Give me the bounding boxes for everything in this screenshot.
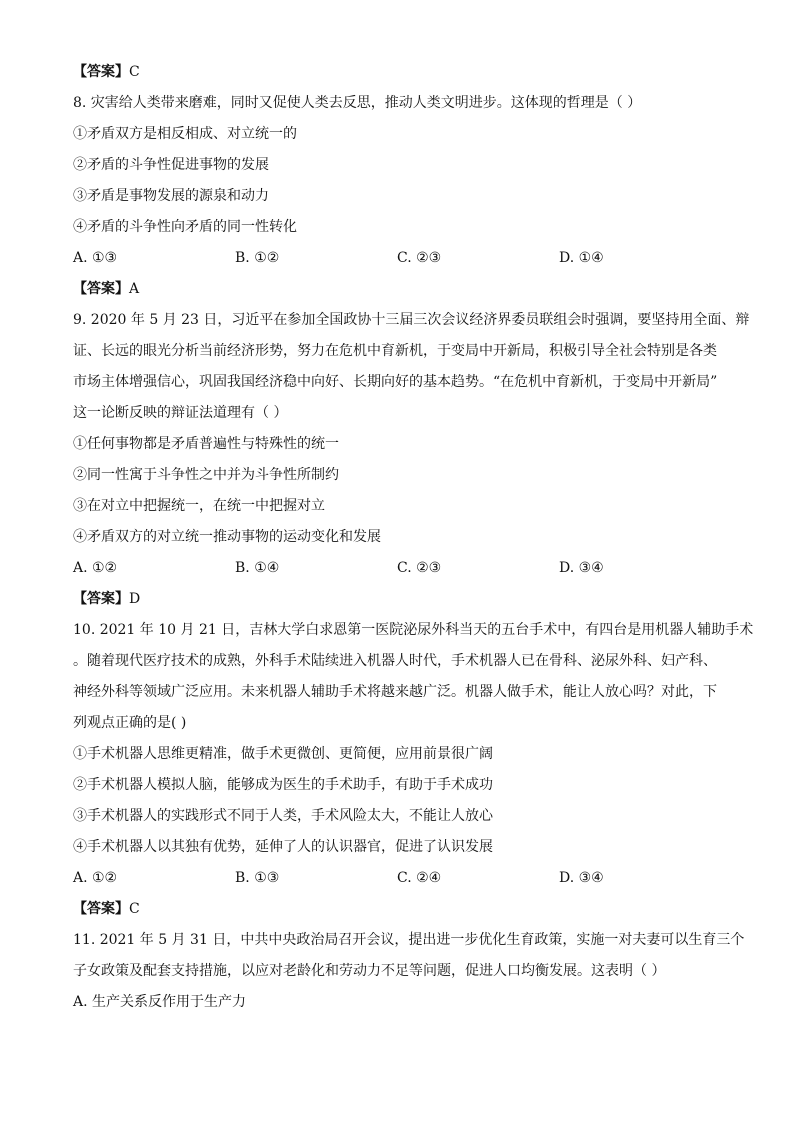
document-page xyxy=(73,62,754,1023)
stem-line: 神经外科等领域广泛应用。未来机器人辅助手术将越来越广泛。机器人做手术，能让人放心吗？对此，下 xyxy=(73,684,717,700)
stem-line: 子女政策及配套支持措施，以应对老龄化和劳动力不足等问题，促进人口均衡发展。这表明（ ） xyxy=(73,963,666,979)
statement-option: ②手术机器人模拟人脑，能够成为医生的手术助手，有助于手术成功 xyxy=(73,777,493,793)
statement-option: ④矛盾双方的对立统一推动事物的运动变化和发展 xyxy=(73,529,381,545)
question-stem xyxy=(73,930,745,981)
answer-10 xyxy=(73,899,723,919)
stem-line: 11. 2021 年 5 月 31 日，中共中央政治局召开会议，提出进一步优化生育政策，实施一对夫妻可以生育三个 xyxy=(73,932,745,948)
choice-c: C. ②③ xyxy=(397,250,442,266)
stem-line: 列观点正确的是( ) xyxy=(73,715,187,731)
question-stem xyxy=(73,310,750,423)
stem-line: 。随着现代医疗技术的成熟，外科手术陆续进入机器人时代，手术机器人已在骨科、泌尿外科、妇产科、 xyxy=(73,653,717,669)
question-11 xyxy=(73,930,745,1012)
choice-d: D. ③④ xyxy=(559,870,604,886)
statement-option: ①手术机器人思维更精准，做手术更微创、更简便，应用前景很广阔 xyxy=(73,746,493,762)
statement-option: ①任何事物都是矛盾普遍性与特殊性的统一 xyxy=(73,436,339,452)
answer-choices xyxy=(73,248,723,268)
stem-line: 10. 2021 年 10 月 21 日，吉林大学白求恩第一医院泌尿外科当天的五台手术中，有四台是用机器人辅助手术 xyxy=(73,622,754,638)
answer-value: C xyxy=(129,901,140,917)
question-stem xyxy=(73,620,754,733)
answer-9 xyxy=(73,589,723,609)
statement-option: ②矛盾的斗争性促进事物的发展 xyxy=(73,157,269,173)
answer-choices xyxy=(73,868,723,888)
answer-value: D xyxy=(129,591,141,607)
statement-option: ④矛盾的斗争性向矛盾的同一性转化 xyxy=(73,219,297,235)
answer-7 xyxy=(73,62,723,82)
statement-option: ③矛盾是事物发展的源泉和动力 xyxy=(73,188,269,204)
answer-tag: 【答案】 xyxy=(73,281,129,297)
choice-a: A. ①② xyxy=(73,560,118,576)
answer-tag: 【答案】 xyxy=(73,64,129,80)
stem-line: 证、长远的眼光分析当前经济形势，努力在危机中育新机，于变局中开新局，积极引导全社会特别是各类 xyxy=(73,343,717,359)
question-9 xyxy=(73,310,750,578)
answer-tag: 【答案】 xyxy=(73,901,129,917)
choice-c: C. ②③ xyxy=(397,560,442,576)
statement-option: ③手术机器人的实践形式不同于人类，手术风险太大，不能让人放心 xyxy=(73,808,493,824)
choice-b: B. ①② xyxy=(235,250,280,266)
question-10 xyxy=(73,620,754,888)
stem-line: 9. 2020 年 5 月 23 日，习近平在参加全国政协十三届三次会议经济界委员联组会时强调，要坚持用全面、辩 xyxy=(73,312,750,328)
choice-a: A. 生产关系反作用于生产力 xyxy=(73,994,247,1010)
choice-d: D. ③④ xyxy=(559,560,604,576)
question-8 xyxy=(73,93,723,268)
stem-line: 市场主体增强信心，巩固我国经济稳中向好、长期向好的基本趋势。“在危机中育新机，于变局中开新局” xyxy=(73,374,718,390)
choice-a: A. ①② xyxy=(73,870,118,886)
answer-value: C xyxy=(129,64,140,80)
question-stem xyxy=(73,93,723,113)
answer-8 xyxy=(73,279,723,299)
statement-option: ②同一性寓于斗争性之中并为斗争性所制约 xyxy=(73,467,339,483)
answer-value: A xyxy=(129,281,140,297)
statement-option: ③在对立中把握统一，在统一中把握对立 xyxy=(73,498,325,514)
answer-choices xyxy=(73,558,723,578)
choice-b: B. ①③ xyxy=(235,870,280,886)
statement-option: ①矛盾双方是相反相成、对立统一的 xyxy=(73,126,297,142)
choice-b: B. ①④ xyxy=(235,560,280,576)
choice-d: D. ①④ xyxy=(559,250,604,266)
choice-a: A. ①③ xyxy=(73,250,118,266)
choice-c: C. ②④ xyxy=(397,870,442,886)
answer-tag: 【答案】 xyxy=(73,591,129,607)
statement-option: ④手术机器人以其独有优势，延伸了人的认识器官，促进了认识发展 xyxy=(73,839,493,855)
stem-line: 8. 灾害给人类带来磨难，同时又促使人类去反思，推动人类文明进步。这体现的哲理是（ ） xyxy=(73,95,642,111)
stem-line: 这一论断反映的辩证法道理有（ ） xyxy=(73,405,288,421)
